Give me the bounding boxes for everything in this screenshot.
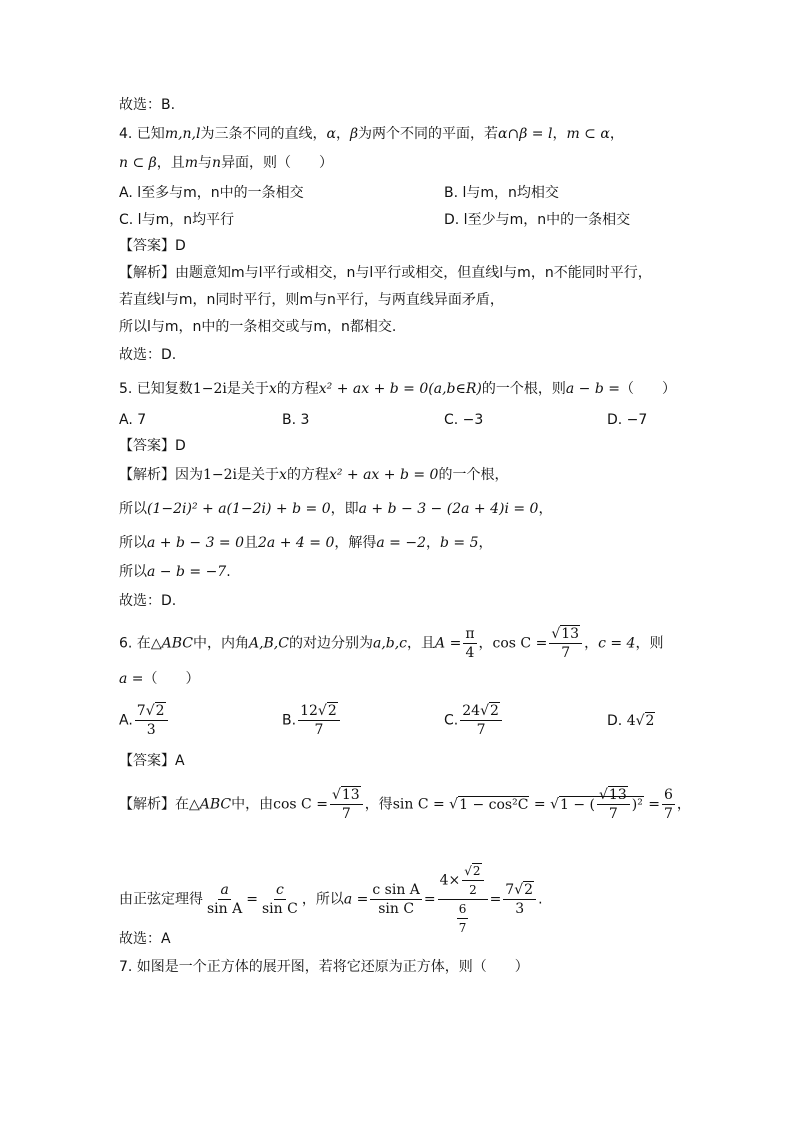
- analysis-5-line-2: 所以(1−2i)² + a(1−2i) + b = 0，即a + b − 3 − (2a + 4)i = 0，: [119, 501, 553, 517]
- analysis-4-line-1: 【解析】由题意知m与l平行或相交，n与l平行或相交，但直线l与m，n不能同时平行，: [119, 265, 652, 281]
- option-6d: D. 4√2: [607, 713, 655, 729]
- option-5a: A. 7: [119, 412, 147, 428]
- question-5-stem: 5. 已知复数1−2i是关于x的方程x² + ax + b = 0(a,b∈R)的一个根，则a − b =（ ）: [119, 381, 676, 397]
- option-4a: A. l至多与m，n中的一条相交: [119, 185, 304, 201]
- answer-4: 【答案】D: [119, 238, 186, 254]
- question-7-stem: 7. 如图是一个正方体的展开图，若将它还原为正方体，则（ ）: [119, 959, 529, 975]
- answer-5: 【答案】D: [119, 438, 186, 454]
- option-6c: C. $\frac{24√2}{7}$: [444, 702, 504, 739]
- analysis-6-line-2: 由正弦定理得 $\frac{a}{\text{sin A}}$ = $\frac{c}{\text{sin C}}$ ，所以a = $\frac{\text{c sin A}}{\text{sin C}}$ = 4× $\frac{√2}{2}$ $\frac{6}{7}$ = $\frac{7√2}{3}$ .: [119, 864, 543, 935]
- analysis-4-line-3: 所以l与m，n中的一条相交或与m，n都相交.: [119, 319, 397, 335]
- option-6a: A. $\frac{7√2}{3}$: [119, 702, 170, 739]
- option-4d: D. l至少与m，n中的一条相交: [444, 212, 631, 228]
- analysis-5-line-3: 所以a + b − 3 = 0且2a + 4 = 0，解得a = −2，b = 5，: [119, 535, 493, 551]
- line-select-b: 故选：B.: [119, 97, 176, 113]
- option-5b: B. 3: [282, 412, 310, 428]
- fraction-pi-over-4: $\frac{\pi}{4}$: [465, 626, 475, 661]
- question-4-stem-cont: n ⊂ β，且m与n异面，则（ ）: [119, 155, 334, 171]
- question-6-stem: 6. 在△ABC中，内角A,B,C的对边分别为a,b,c，且A = $\frac{\pi}{4}$ ，cos C = $\frac{√13}{7}$ ，c = 4，则: [119, 626, 664, 661]
- answer-6: 【答案】A: [119, 753, 185, 769]
- option-5c: C. −3: [444, 412, 484, 428]
- analysis-6-line-1: 【解析】在△ABC中，由cos C = $\frac{√13}{7}$ ，得sin C = √1 − cos²C = √1 − ( $\frac{√13}{7}$ )² = $\frac{6}{7}$ ，: [119, 787, 691, 822]
- select-5: 故选：D.: [119, 593, 177, 609]
- analysis-5-line-1: 【解析】因为1−2i是关于x的方程x² + ax + b = 0的一个根，: [119, 467, 509, 483]
- option-4b: B. l与m，n均相交: [444, 185, 559, 201]
- question-6-stem-cont: a =（ ）: [119, 671, 200, 687]
- select-6: 故选：A: [119, 931, 171, 947]
- fraction-sqrt13-over-7: $\frac{√13}{7}$: [549, 625, 582, 662]
- analysis-5-line-4: 所以a − b = −7.: [119, 564, 231, 580]
- select-4: 故选：D.: [119, 347, 177, 363]
- question-4-stem: 4. 已知m,n,l为三条不同的直线，α，β为两个不同的平面，若α∩β = l，m ⊂ α，: [119, 126, 624, 142]
- option-4c: C. l与m，n均平行: [119, 212, 235, 228]
- analysis-4-line-2: 若直线l与m，n同时平行，则m与n平行，与两直线异面矛盾，: [119, 292, 504, 308]
- option-5d: D. −7: [607, 412, 648, 428]
- option-6b: B. $\frac{12√2}{7}$: [282, 702, 342, 739]
